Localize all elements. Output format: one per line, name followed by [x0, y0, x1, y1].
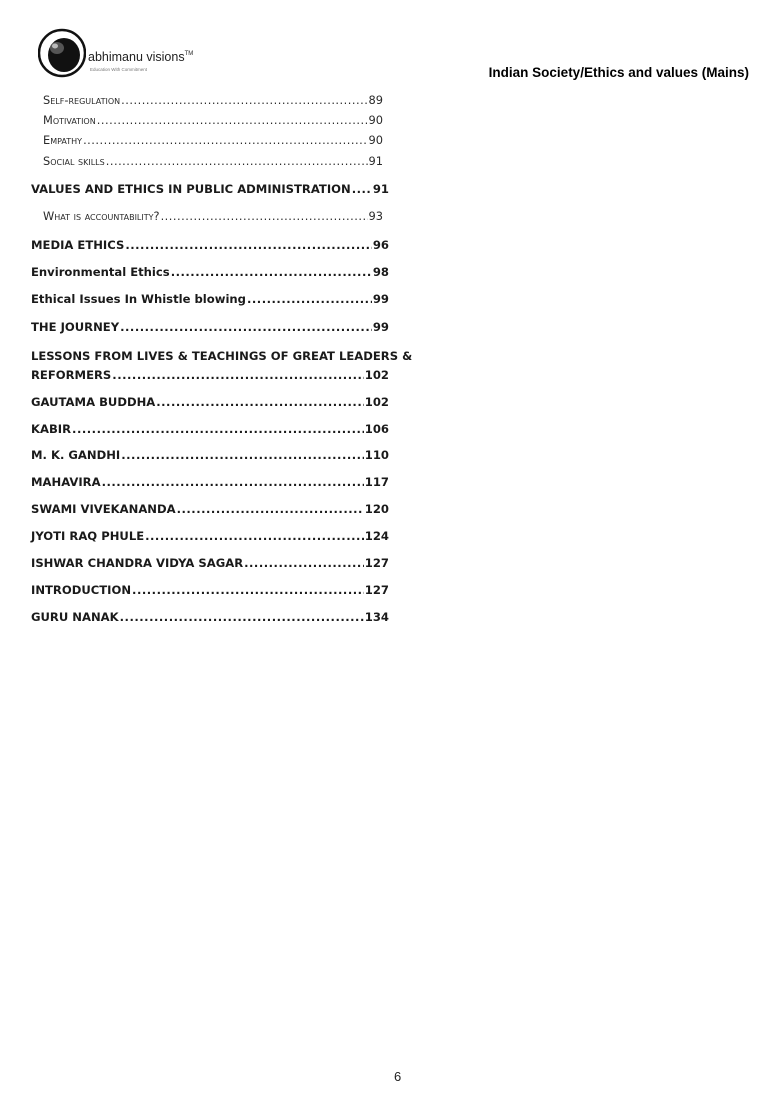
brand-logo: [38, 26, 228, 82]
toc-entry-title: KABIR: [31, 422, 72, 436]
brand-name: abhimanu visions™: [88, 50, 194, 64]
toc-leader-dots: [106, 153, 368, 169]
toc-entry-page: 93: [368, 209, 383, 223]
toc-leader-dots: [247, 291, 372, 307]
toc-entry-vivekananda[interactable]: [31, 501, 389, 517]
toc-entry-page: 127: [364, 556, 389, 570]
toc-entry-title: SWAMI VIVEKANANDA: [31, 502, 176, 516]
toc-entry-title: INTRODUCTION: [31, 583, 132, 597]
toc-entry-title: JYOTI RAQ PHULE: [31, 529, 145, 543]
toc-entry-title: Motivation: [43, 113, 96, 127]
toc-entry-social-skills[interactable]: [43, 153, 383, 169]
toc-entry-title: GURU NANAK: [31, 610, 119, 624]
toc-leader-dots: [72, 421, 364, 437]
toc-entry-page: 99: [372, 292, 389, 306]
toc-entry-media-ethics[interactable]: [31, 237, 389, 253]
toc-entry-the-journey[interactable]: [31, 319, 389, 335]
toc-entry-title: Environmental Ethics: [31, 265, 170, 279]
toc-entry-phule[interactable]: [31, 528, 389, 544]
toc-entry-title: M. K. GANDHI: [31, 448, 121, 462]
toc-entry-page: 127: [364, 583, 389, 597]
toc-entry-accountability[interactable]: [43, 208, 383, 224]
toc-entry-lessons-heading: [31, 348, 413, 364]
toc-entry-values-ethics[interactable]: [31, 181, 389, 197]
toc-entry-page: 90: [368, 113, 383, 127]
toc-entry-title-line1: LESSONS FROM LIVES & TEACHINGS OF GREAT LEADERS &: [31, 349, 413, 363]
toc-entry-page: 102: [364, 368, 389, 382]
toc-entry-page: 96: [372, 238, 389, 252]
toc-entry-page: 102: [364, 395, 389, 409]
toc-entry-page: 110: [364, 448, 389, 462]
toc-entry-title: GAUTAMA BUDDHA: [31, 395, 156, 409]
toc-entry-title: MEDIA ETHICS: [31, 238, 125, 252]
toc-entry-environmental-ethics[interactable]: [31, 264, 389, 280]
toc-leader-dots: [156, 394, 364, 410]
toc-entry-title-line2: REFORMERS: [31, 368, 112, 382]
toc-entry-title: THE JOURNEY: [31, 320, 120, 334]
toc-entry-lessons[interactable]: [31, 367, 389, 383]
toc-entry-page: 91: [372, 182, 389, 196]
toc-leader-dots: [120, 609, 364, 625]
document-header-title: Indian Society/Ethics and values (Mains): [488, 65, 749, 80]
toc-entry-page: 89: [368, 93, 383, 107]
toc-entry-gautama-buddha[interactable]: [31, 394, 389, 410]
toc-entry-vidya-sagar[interactable]: [31, 555, 389, 571]
toc-entry-title: VALUES AND ETHICS IN PUBLIC ADMINISTRATION: [31, 182, 351, 196]
toc-leader-dots: [125, 237, 372, 253]
toc-entry-title: Empathy: [43, 133, 83, 147]
toc-leader-dots: [120, 319, 372, 335]
trademark-mark: TM: [184, 51, 194, 57]
toc-entry-page: 117: [364, 475, 389, 489]
toc-leader-dots: [161, 208, 368, 224]
brand-tagline: Education With Commitment: [90, 67, 148, 72]
toc-entry-page: 106: [364, 422, 389, 436]
toc-leader-dots: [112, 367, 364, 383]
toc-entry-title: Ethical Issues In Whistle blowing: [31, 292, 246, 306]
toc-entry-page: 91: [368, 154, 383, 168]
toc-entry-kabir[interactable]: [31, 421, 389, 437]
toc-leader-dots: [132, 582, 364, 598]
toc-entry-page: 90: [368, 133, 383, 147]
toc-entry-title: MAHAVIRA: [31, 475, 101, 489]
toc-entry-title: What is accountability?: [43, 209, 160, 223]
toc-leader-dots: [145, 528, 364, 544]
toc-leader-dots: [121, 92, 367, 108]
toc-leader-dots: [244, 555, 364, 571]
toc-entry-guru-nanak[interactable]: [31, 609, 389, 625]
toc-entry-page: 134: [364, 610, 389, 624]
toc-leader-dots: [97, 112, 368, 128]
toc-entry-page: 120: [364, 502, 389, 516]
toc-leader-dots: [171, 264, 372, 280]
toc-leader-dots: [102, 474, 364, 490]
toc-leader-dots: [121, 447, 364, 463]
toc-leader-dots: [83, 132, 367, 148]
page-number: 6: [394, 1069, 402, 1084]
toc-leader-dots: [177, 501, 364, 517]
toc-entry-gandhi[interactable]: [31, 447, 389, 463]
toc-entry-page: 99: [372, 320, 389, 334]
toc-entry-motivation[interactable]: [43, 112, 383, 128]
toc-entry-title: Self-regulation: [43, 93, 121, 107]
toc-entry-page: 98: [372, 265, 389, 279]
toc-entry-page: 124: [364, 529, 389, 543]
toc-entry-title: ISHWAR CHANDRA VIDYA SAGAR: [31, 556, 244, 570]
toc-entry-title: Social skills: [43, 154, 105, 168]
toc-entry-empathy[interactable]: [43, 132, 383, 148]
toc-leader-dots: [352, 181, 372, 197]
toc-entry-mahavira[interactable]: [31, 474, 389, 490]
toc-entry-whistle-blowing[interactable]: [31, 291, 389, 307]
logo-emblem-icon: [38, 26, 86, 80]
toc-entry-introduction[interactable]: [31, 582, 389, 598]
toc-entry-self-regulation[interactable]: [43, 92, 383, 108]
